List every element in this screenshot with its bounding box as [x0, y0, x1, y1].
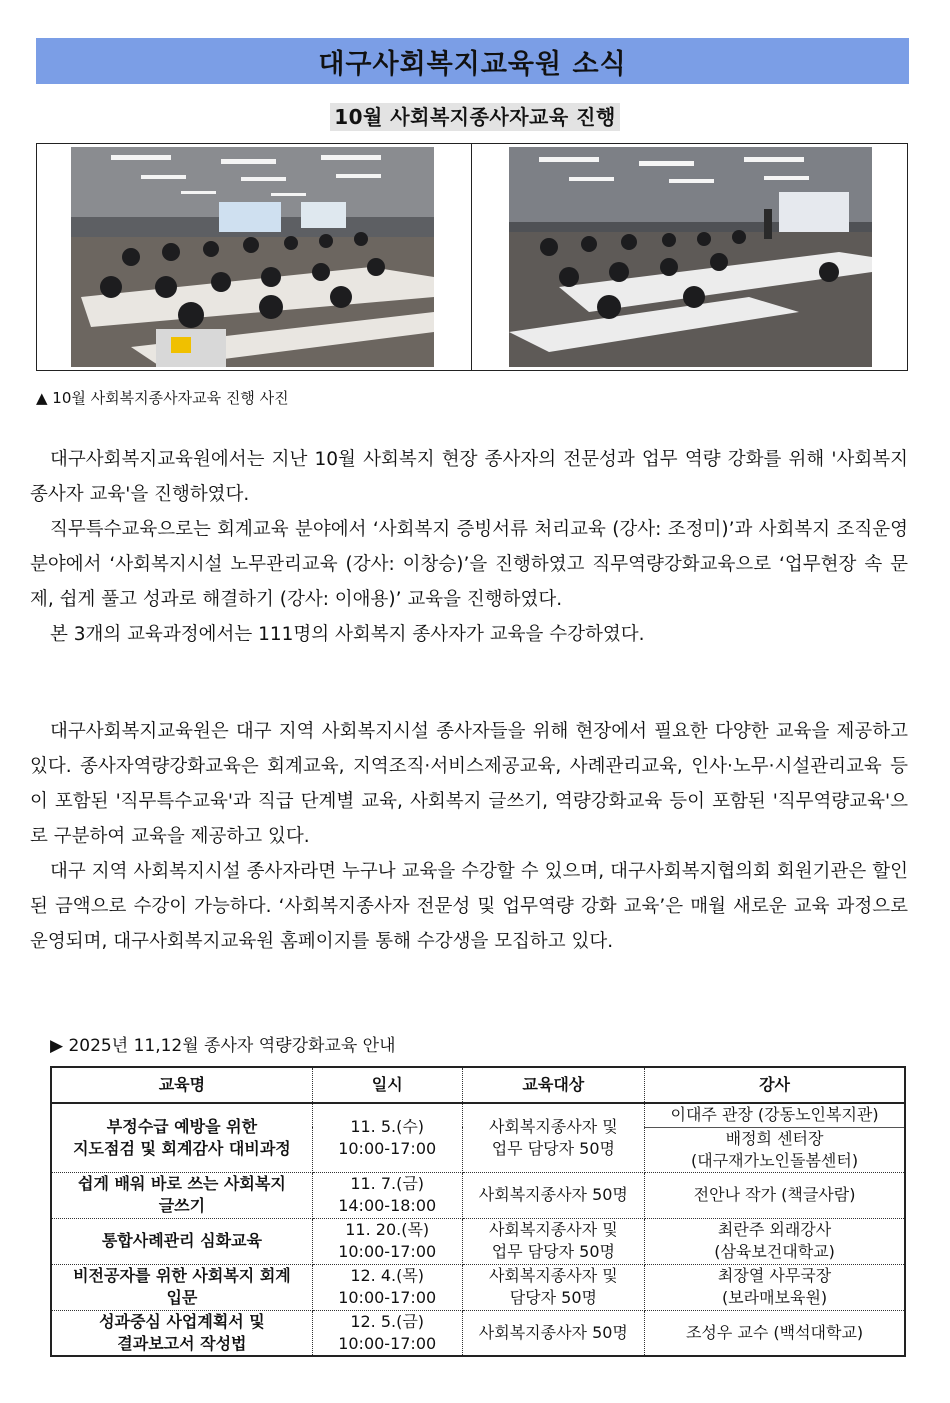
classroom-photo-left	[71, 147, 434, 367]
course-target: 사회복지종사자 및 담당자 50명	[462, 1264, 645, 1310]
schedule-title: ▶ 2025년 11,12월 종사자 역량강화교육 안내	[50, 1036, 396, 1056]
column-header-instructor: 강사	[645, 1067, 905, 1103]
table-row	[51, 1264, 905, 1310]
course-name: 통합사례관리 심화교육	[51, 1218, 312, 1264]
photo-divider	[471, 144, 472, 370]
article-section-2	[30, 714, 908, 959]
course-target: 사회복지종사자 및 업무 담당자 50명	[462, 1218, 645, 1264]
course-name: 성과중심 사업계획서 및 결과보고서 작성법	[51, 1310, 312, 1356]
course-instructor: 전안나 작가 (책글사람)	[645, 1172, 905, 1218]
course-instructor: 조성우 교수 (백석대학교)	[645, 1310, 905, 1356]
course-name: 비전공자를 위한 사회복지 회계 입문	[51, 1264, 312, 1310]
column-header-date: 일시	[312, 1067, 462, 1103]
course-target: 사회복지종사자 및 업무 담당자 50명	[462, 1103, 645, 1172]
photo-frame	[36, 143, 908, 371]
table-row	[51, 1310, 905, 1356]
course-instructor: 이대주 관장 (강동노인복지관)	[645, 1103, 905, 1127]
column-header-target: 교육대상	[462, 1067, 645, 1103]
article-paragraph: 본 3개의 교육과정에서는 111명의 사회복지 종사자가 교육을 수강하였다.	[50, 624, 645, 645]
course-target: 사회복지종사자 50명	[462, 1310, 645, 1356]
course-date: 11. 5.(수) 10:00-17:00	[312, 1103, 462, 1172]
course-target: 사회복지종사자 50명	[462, 1172, 645, 1218]
schedule-table	[50, 1066, 906, 1357]
course-date: 11. 7.(금) 14:00-18:00	[312, 1172, 462, 1218]
course-date: 11. 20.(목) 10:00-17:00	[312, 1218, 462, 1264]
column-header-course: 교육명	[51, 1067, 312, 1103]
course-instructor: 최장열 사무국장 (보라매보육원)	[645, 1264, 905, 1310]
article-paragraph: 대구 지역 사회복지시설 종사자라면 누구나 교육을 수강할 수 있으며, 대구사회복지협의회 회원기관은 할인된 금액으로 수강이 가능하다. ‘사회복지종사자 전문성 및 업무역량 강화 교육’은 매월 새로운 교육 과정으로 운영되며, 대구사회복지교육원 홈페이지를 통해 수강생을 모집하고 있다.	[30, 861, 909, 952]
table-row	[51, 1218, 905, 1264]
classroom-photo-right	[509, 147, 872, 367]
newsletter-banner	[36, 38, 909, 84]
article-paragraph: 대구사회복지교육원은 대구 지역 사회복지시설 종사자들을 위해 현장에서 필요한 다양한 교육을 제공하고 있다. 종사자역량강화교육은 회계교육, 지역조직·서비스제공교육, 사례관리교육, 인사·노무·시설관리교육 등이 포함된 '직무특수교육'과 직급 단계별 교육, 사회복지 글쓰기, 역량강화교육 등이 포함된 '직무역량교육'으로 구분하여 교육을 제공하고 있다.	[30, 721, 908, 847]
course-instructor: 최란주 외래강사 (삼육보건대학교)	[645, 1218, 905, 1264]
article-paragraph: 직무특수교육으로는 회계교육 분야에서 ‘사회복지 증빙서류 처리교육 (강사: 조정미)’과 사회복지 조직운영 분야에서 ‘사회복지시설 노무관리교육 (강사: 이창승)’을 진행하였고 직무역량강화교육으로 ‘업무현장 속 문제, 쉽게 풀고 성과로 해결하기 (강사: 이애용)’ 교육을 진행하였다.	[30, 519, 908, 610]
article-subtitle-text: 10월 사회복지종사자교육 진행	[330, 103, 620, 131]
article-section-1	[30, 442, 908, 652]
table-row	[51, 1172, 905, 1218]
table-row	[51, 1103, 905, 1127]
table-header-row	[51, 1067, 905, 1103]
course-date: 12. 4.(목) 10:00-17:00	[312, 1264, 462, 1310]
course-name: 쉽게 배워 바로 쓰는 사회복지 글쓰기	[51, 1172, 312, 1218]
course-name: 부정수급 예방을 위한 지도점검 및 회계감사 대비과정	[51, 1103, 312, 1172]
article-paragraph: 대구사회복지교육원에서는 지난 10월 사회복지 현장 종사자의 전문성과 업무 역량 강화를 위해 '사회복지종사자 교육'을 진행하였다.	[30, 449, 908, 505]
photo-caption: ▲ 10월 사회복지종사자교육 진행 사진	[36, 389, 289, 407]
page-title: 대구사회복지교육원 소식	[318, 48, 627, 80]
article-subtitle	[0, 101, 950, 130]
course-instructor: 배정희 센터장 (대구재가노인돌봄센터)	[645, 1127, 905, 1172]
course-date: 12. 5.(금) 10:00-17:00	[312, 1310, 462, 1356]
